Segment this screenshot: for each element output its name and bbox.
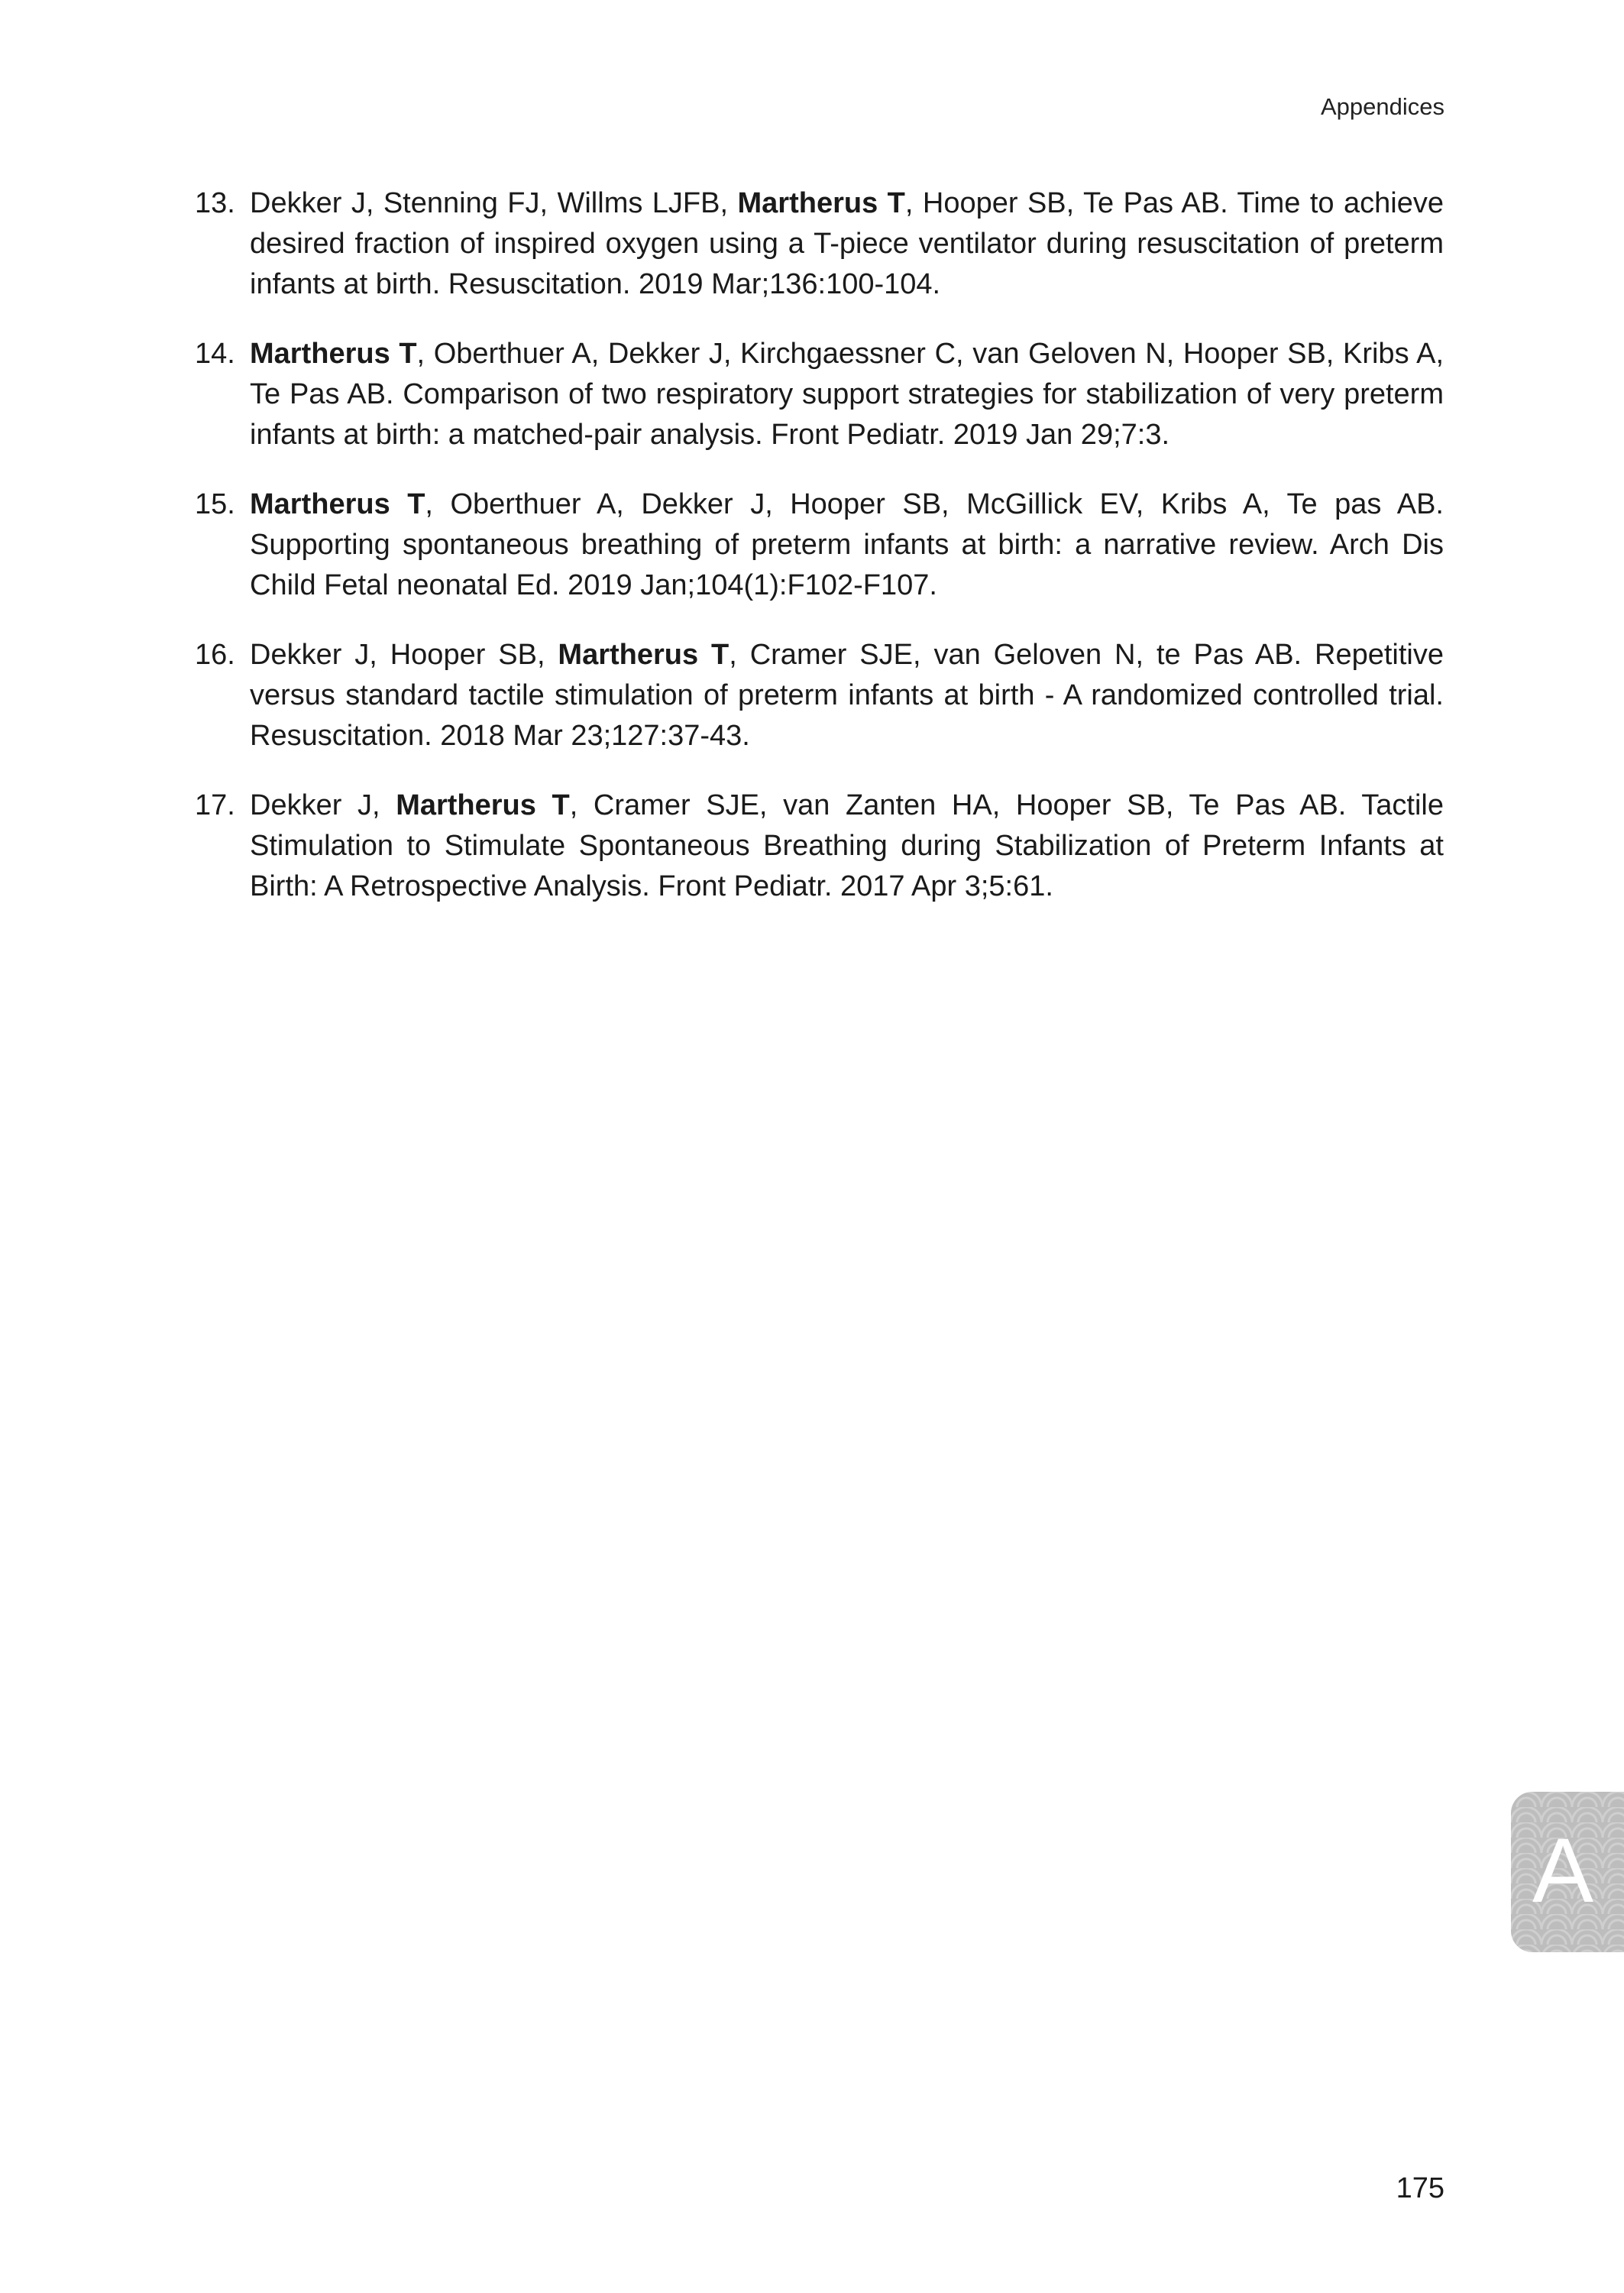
reference-text-after: , Oberthuer A, Dekker J, Kirchgaessner C, van Geloven N, Hooper SB, Kribs A, Te Pas AB. Comparison of two respiratory support strategies for stabilization of very preterm infants at birth: a matched-pair analysis. Front Pediatr. 2019 Jan 29;7:3. — [250, 338, 1444, 451]
reference-text-before: Dekker J, — [250, 789, 396, 821]
reference-item-13 — [195, 183, 1444, 305]
reference-text-after: , Hooper SB, Te Pas AB. Time to achieve desired fraction of inspired oxygen using a T-piece ventilator during resuscitation of preterm infants at birth. Resuscitation. 2019 Mar;136:100-104. — [250, 187, 1444, 300]
reference-number: 17. — [195, 789, 235, 821]
reference-text-before: Dekker J, Hooper SB, — [250, 639, 558, 671]
reference-item-16 — [195, 635, 1444, 756]
reference-author-bold: Martherus T — [396, 789, 570, 821]
reference-author-bold: Martherus T — [558, 639, 730, 671]
reference-list — [195, 183, 1444, 936]
appendix-thumb-tab — [1511, 1792, 1624, 1952]
reference-text-after: , Cramer SJE, van Geloven N, te Pas AB. Repetitive versus standard tactile stimulation of preterm infants at birth - A randomized controlled trial. Resuscitation. 2018 Mar 23;127:37-43. — [250, 639, 1444, 752]
appendix-tab-letter: A — [1532, 1819, 1594, 1922]
page-number: 175 — [1396, 2172, 1444, 2204]
reference-item-17 — [195, 785, 1444, 907]
reference-text-after: , Cramer SJE, van Zanten HA, Hooper SB, Te Pas AB. Tactile Stimulation to Stimulate Spontaneous Breathing during Stabilization of Preterm Infants at Birth: A Retrospective Analysis. Front Pediatr. 2017 Apr 3;5:61. — [250, 789, 1444, 902]
reference-number: 14. — [195, 338, 235, 370]
reference-number: 13. — [195, 187, 235, 219]
reference-text-after: , Oberthuer A, Dekker J, Hooper SB, McGillick EV, Kribs A, Te pas AB. Supporting spontaneous breathing of preterm infants at birth: a narrative review. Arch Dis Child Fetal neonatal Ed. 2019 Jan;104(1):F102-F107. — [250, 488, 1444, 601]
reference-text-before: Dekker J, Stenning FJ, Willms LJFB, — [250, 187, 738, 219]
reference-author-bold: Martherus T — [250, 338, 417, 370]
reference-number: 16. — [195, 639, 235, 671]
reference-item-14 — [195, 334, 1444, 455]
reference-author-bold: Martherus T — [737, 187, 905, 219]
reference-item-15 — [195, 484, 1444, 606]
reference-author-bold: Martherus T — [250, 488, 425, 520]
reference-number: 15. — [195, 488, 235, 520]
running-head: Appendices — [1320, 93, 1444, 120]
